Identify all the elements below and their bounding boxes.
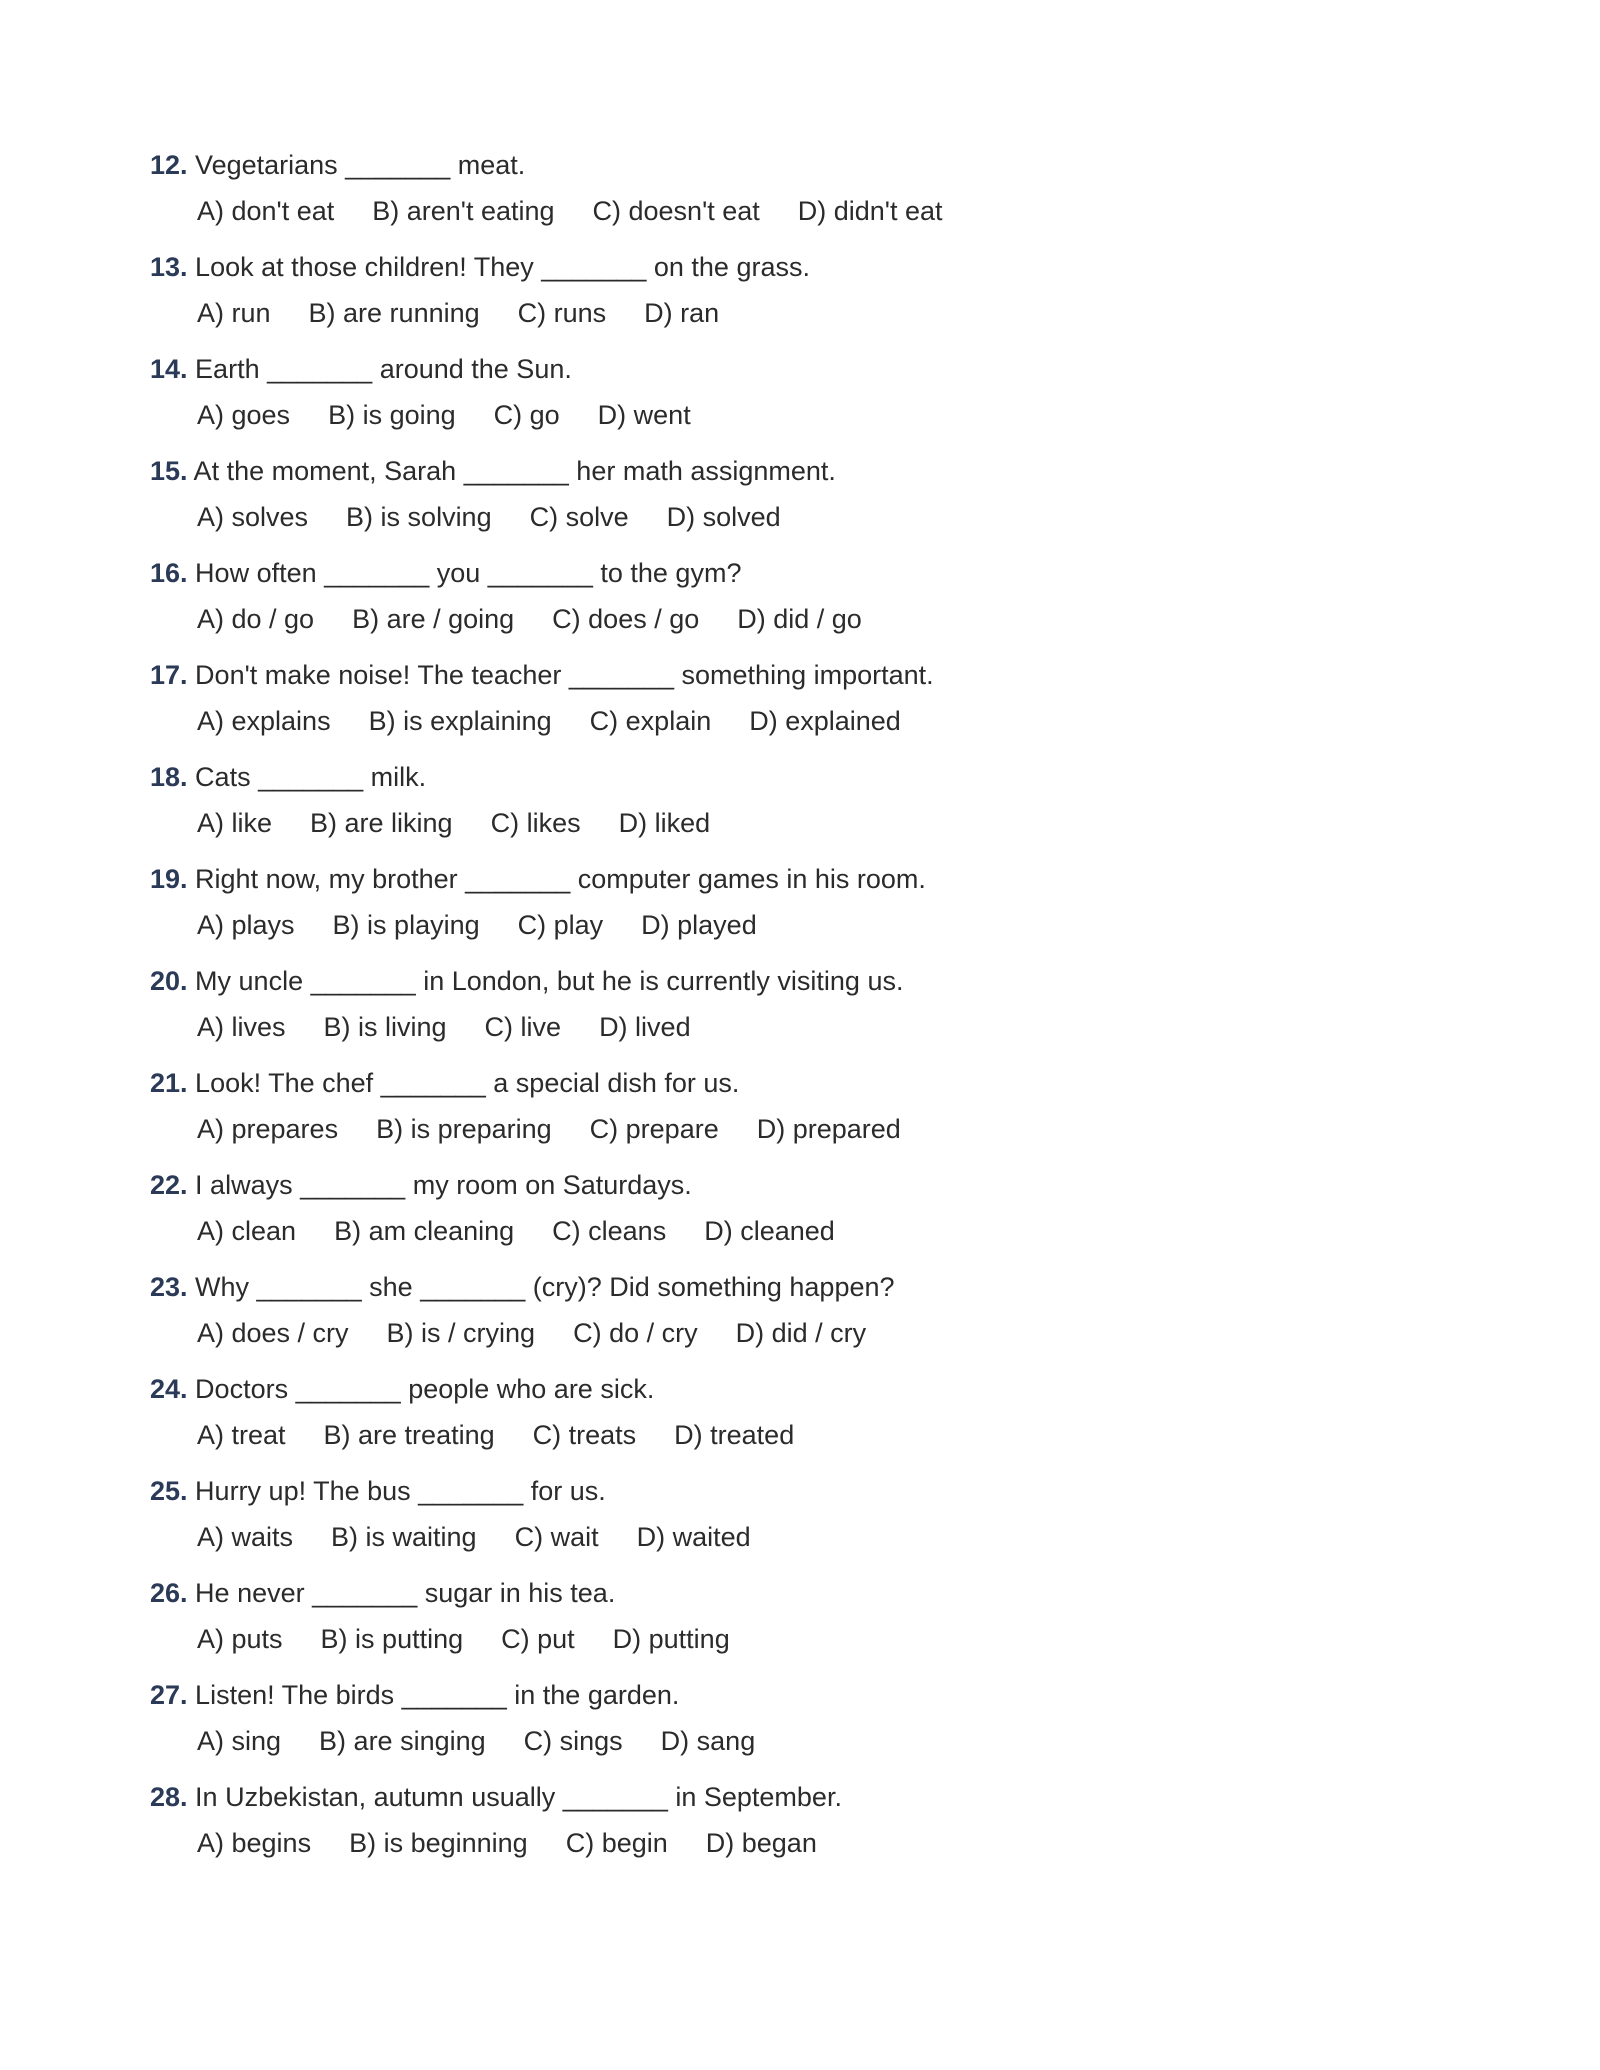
answer-option: B) is playing xyxy=(332,910,480,940)
answer-option: D) sang xyxy=(660,1726,756,1756)
question-text: In Uzbekistan, autumn usually _______ in September. xyxy=(187,1782,842,1812)
question-text: How often _______ you _______ to the gym? xyxy=(187,558,742,588)
question-text: Right now, my brother _______ computer games in his room. xyxy=(187,864,926,894)
answer-option: C) do / cry xyxy=(573,1318,698,1348)
question-number: 20. xyxy=(150,966,188,996)
question-number: 24. xyxy=(150,1374,188,1404)
question-item xyxy=(150,652,1450,754)
question-item xyxy=(150,550,1450,652)
answer-options xyxy=(150,1718,1450,1764)
answer-option: A) does / cry xyxy=(197,1318,349,1348)
question-number: 23. xyxy=(150,1272,188,1302)
answer-option: D) prepared xyxy=(756,1114,901,1144)
answer-option: A) sing xyxy=(197,1726,282,1756)
question-stem xyxy=(150,1570,1450,1616)
answer-option: B) are running xyxy=(308,298,480,328)
answer-option: A) treat xyxy=(197,1420,286,1450)
question-item xyxy=(150,1162,1450,1264)
question-text: At the moment, Sarah _______ her math assignment. xyxy=(187,456,836,486)
question-stem xyxy=(150,142,1450,188)
question-number: 18. xyxy=(150,762,188,792)
answer-option: A) do / go xyxy=(197,604,315,634)
answer-option: C) sings xyxy=(523,1726,623,1756)
answer-option: A) waits xyxy=(197,1522,294,1552)
answer-option: A) run xyxy=(197,298,271,328)
answer-option: B) am cleaning xyxy=(334,1216,515,1246)
answer-option: D) liked xyxy=(618,808,711,838)
question-number: 19. xyxy=(150,864,188,894)
question-number: 21. xyxy=(150,1068,188,1098)
question-number: 14. xyxy=(150,354,188,384)
answer-option: B) are treating xyxy=(323,1420,495,1450)
answer-option: D) explained xyxy=(749,706,901,736)
question-text: Doctors _______ people who are sick. xyxy=(187,1374,655,1404)
question-text: Vegetarians _______ meat. xyxy=(187,150,526,180)
question-stem xyxy=(150,550,1450,596)
question-number: 15. xyxy=(150,456,188,486)
question-text: Look! The chef _______ a special dish for us. xyxy=(187,1068,740,1098)
question-text: My uncle _______ in London, but he is currently visiting us. xyxy=(187,966,904,996)
answer-option: C) does / go xyxy=(552,604,700,634)
answer-options xyxy=(150,1208,1450,1254)
answer-option: B) is waiting xyxy=(331,1522,477,1552)
answer-option: C) wait xyxy=(514,1522,599,1552)
question-number: 27. xyxy=(150,1680,188,1710)
question-number: 25. xyxy=(150,1476,188,1506)
answer-option: D) played xyxy=(641,910,757,940)
question-stem xyxy=(150,1264,1450,1310)
answer-option: C) live xyxy=(484,1012,562,1042)
answer-option: A) prepares xyxy=(197,1114,339,1144)
answer-option: B) are singing xyxy=(319,1726,486,1756)
answer-option: C) play xyxy=(517,910,604,940)
question-item xyxy=(150,244,1450,346)
answer-option: D) treated xyxy=(674,1420,795,1450)
answer-option: D) putting xyxy=(612,1624,730,1654)
question-item xyxy=(150,1672,1450,1774)
answer-option: D) lived xyxy=(599,1012,691,1042)
question-list xyxy=(150,142,1450,1876)
answer-option: C) doesn't eat xyxy=(592,196,760,226)
answer-option: B) is putting xyxy=(320,1624,464,1654)
question-item xyxy=(150,1570,1450,1672)
question-number: 13. xyxy=(150,252,188,282)
answer-option: C) cleans xyxy=(552,1216,667,1246)
question-stem xyxy=(150,1366,1450,1412)
question-stem xyxy=(150,1774,1450,1820)
question-item xyxy=(150,346,1450,448)
answer-options xyxy=(150,1412,1450,1458)
answer-option: B) is preparing xyxy=(376,1114,552,1144)
question-stem xyxy=(150,754,1450,800)
question-text: Why _______ she _______ (cry)? Did something happen? xyxy=(187,1272,895,1302)
answer-option: A) explains xyxy=(197,706,331,736)
answer-option: B) is beginning xyxy=(349,1828,528,1858)
answer-option: C) runs xyxy=(517,298,607,328)
answer-option: C) put xyxy=(501,1624,575,1654)
answer-options xyxy=(150,698,1450,744)
answer-option: B) is living xyxy=(323,1012,447,1042)
answer-option: D) ran xyxy=(644,298,720,328)
answer-options xyxy=(150,1820,1450,1866)
answer-option: D) waited xyxy=(636,1522,751,1552)
answer-options xyxy=(150,1514,1450,1560)
answer-option: D) solved xyxy=(666,502,781,532)
question-item xyxy=(150,958,1450,1060)
answer-option: B) is going xyxy=(328,400,456,430)
question-text: Hurry up! The bus _______ for us. xyxy=(187,1476,606,1506)
worksheet-page xyxy=(150,142,1450,1876)
answer-option: C) explain xyxy=(589,706,712,736)
answer-options xyxy=(150,800,1450,846)
question-item xyxy=(150,856,1450,958)
answer-option: A) begins xyxy=(197,1828,312,1858)
question-stem xyxy=(150,448,1450,494)
question-text: Listen! The birds _______ in the garden. xyxy=(187,1680,680,1710)
question-stem xyxy=(150,1672,1450,1718)
question-text: Cats _______ milk. xyxy=(187,762,427,792)
answer-option: D) did / cry xyxy=(735,1318,867,1348)
answer-option: A) like xyxy=(197,808,273,838)
question-item xyxy=(150,1264,1450,1366)
answer-options xyxy=(150,188,1450,234)
question-stem xyxy=(150,958,1450,1004)
question-stem xyxy=(150,244,1450,290)
answer-option: D) went xyxy=(597,400,691,430)
question-text: I always _______ my room on Saturdays. xyxy=(187,1170,692,1200)
answer-option: C) go xyxy=(493,400,560,430)
question-number: 28. xyxy=(150,1782,188,1812)
answer-option: A) don't eat xyxy=(197,196,335,226)
question-item xyxy=(150,754,1450,856)
answer-option: B) are liking xyxy=(310,808,453,838)
question-stem xyxy=(150,346,1450,392)
question-stem xyxy=(150,1060,1450,1106)
question-item xyxy=(150,142,1450,244)
question-item xyxy=(150,1366,1450,1468)
answer-options xyxy=(150,1004,1450,1050)
answer-options xyxy=(150,494,1450,540)
question-stem xyxy=(150,856,1450,902)
answer-option: C) prepare xyxy=(589,1114,719,1144)
answer-options xyxy=(150,290,1450,336)
answer-option: A) solves xyxy=(197,502,309,532)
question-stem xyxy=(150,1468,1450,1514)
answer-option: B) is solving xyxy=(346,502,492,532)
answer-option: C) treats xyxy=(532,1420,637,1450)
answer-options xyxy=(150,596,1450,642)
answer-option: C) likes xyxy=(490,808,581,838)
answer-option: D) did / go xyxy=(737,604,862,634)
answer-options xyxy=(150,1616,1450,1662)
answer-option: B) aren't eating xyxy=(372,196,555,226)
answer-option: C) begin xyxy=(565,1828,668,1858)
question-number: 12. xyxy=(150,150,188,180)
answer-option: D) didn't eat xyxy=(797,196,943,226)
answer-option: B) is / crying xyxy=(386,1318,536,1348)
answer-option: A) goes xyxy=(197,400,291,430)
question-item xyxy=(150,1774,1450,1876)
question-text: Don't make noise! The teacher _______ something important. xyxy=(187,660,934,690)
question-number: 16. xyxy=(150,558,188,588)
question-text: He never _______ sugar in his tea. xyxy=(187,1578,616,1608)
answer-option: A) clean xyxy=(197,1216,297,1246)
answer-option: A) lives xyxy=(197,1012,286,1042)
answer-options xyxy=(150,1106,1450,1152)
answer-options xyxy=(150,392,1450,438)
question-text: Earth _______ around the Sun. xyxy=(187,354,572,384)
answer-options xyxy=(150,1310,1450,1356)
question-number: 26. xyxy=(150,1578,188,1608)
question-stem xyxy=(150,652,1450,698)
question-text: Look at those children! They _______ on the grass. xyxy=(187,252,810,282)
answer-option: D) cleaned xyxy=(704,1216,835,1246)
question-number: 22. xyxy=(150,1170,188,1200)
question-number: 17. xyxy=(150,660,188,690)
question-stem xyxy=(150,1162,1450,1208)
question-item xyxy=(150,448,1450,550)
answer-option: C) solve xyxy=(529,502,629,532)
question-item xyxy=(150,1468,1450,1570)
answer-option: A) puts xyxy=(197,1624,283,1654)
answer-option: B) is explaining xyxy=(368,706,552,736)
answer-option: D) began xyxy=(705,1828,817,1858)
question-item xyxy=(150,1060,1450,1162)
answer-options xyxy=(150,902,1450,948)
answer-option: A) plays xyxy=(197,910,295,940)
answer-option: B) are / going xyxy=(352,604,515,634)
